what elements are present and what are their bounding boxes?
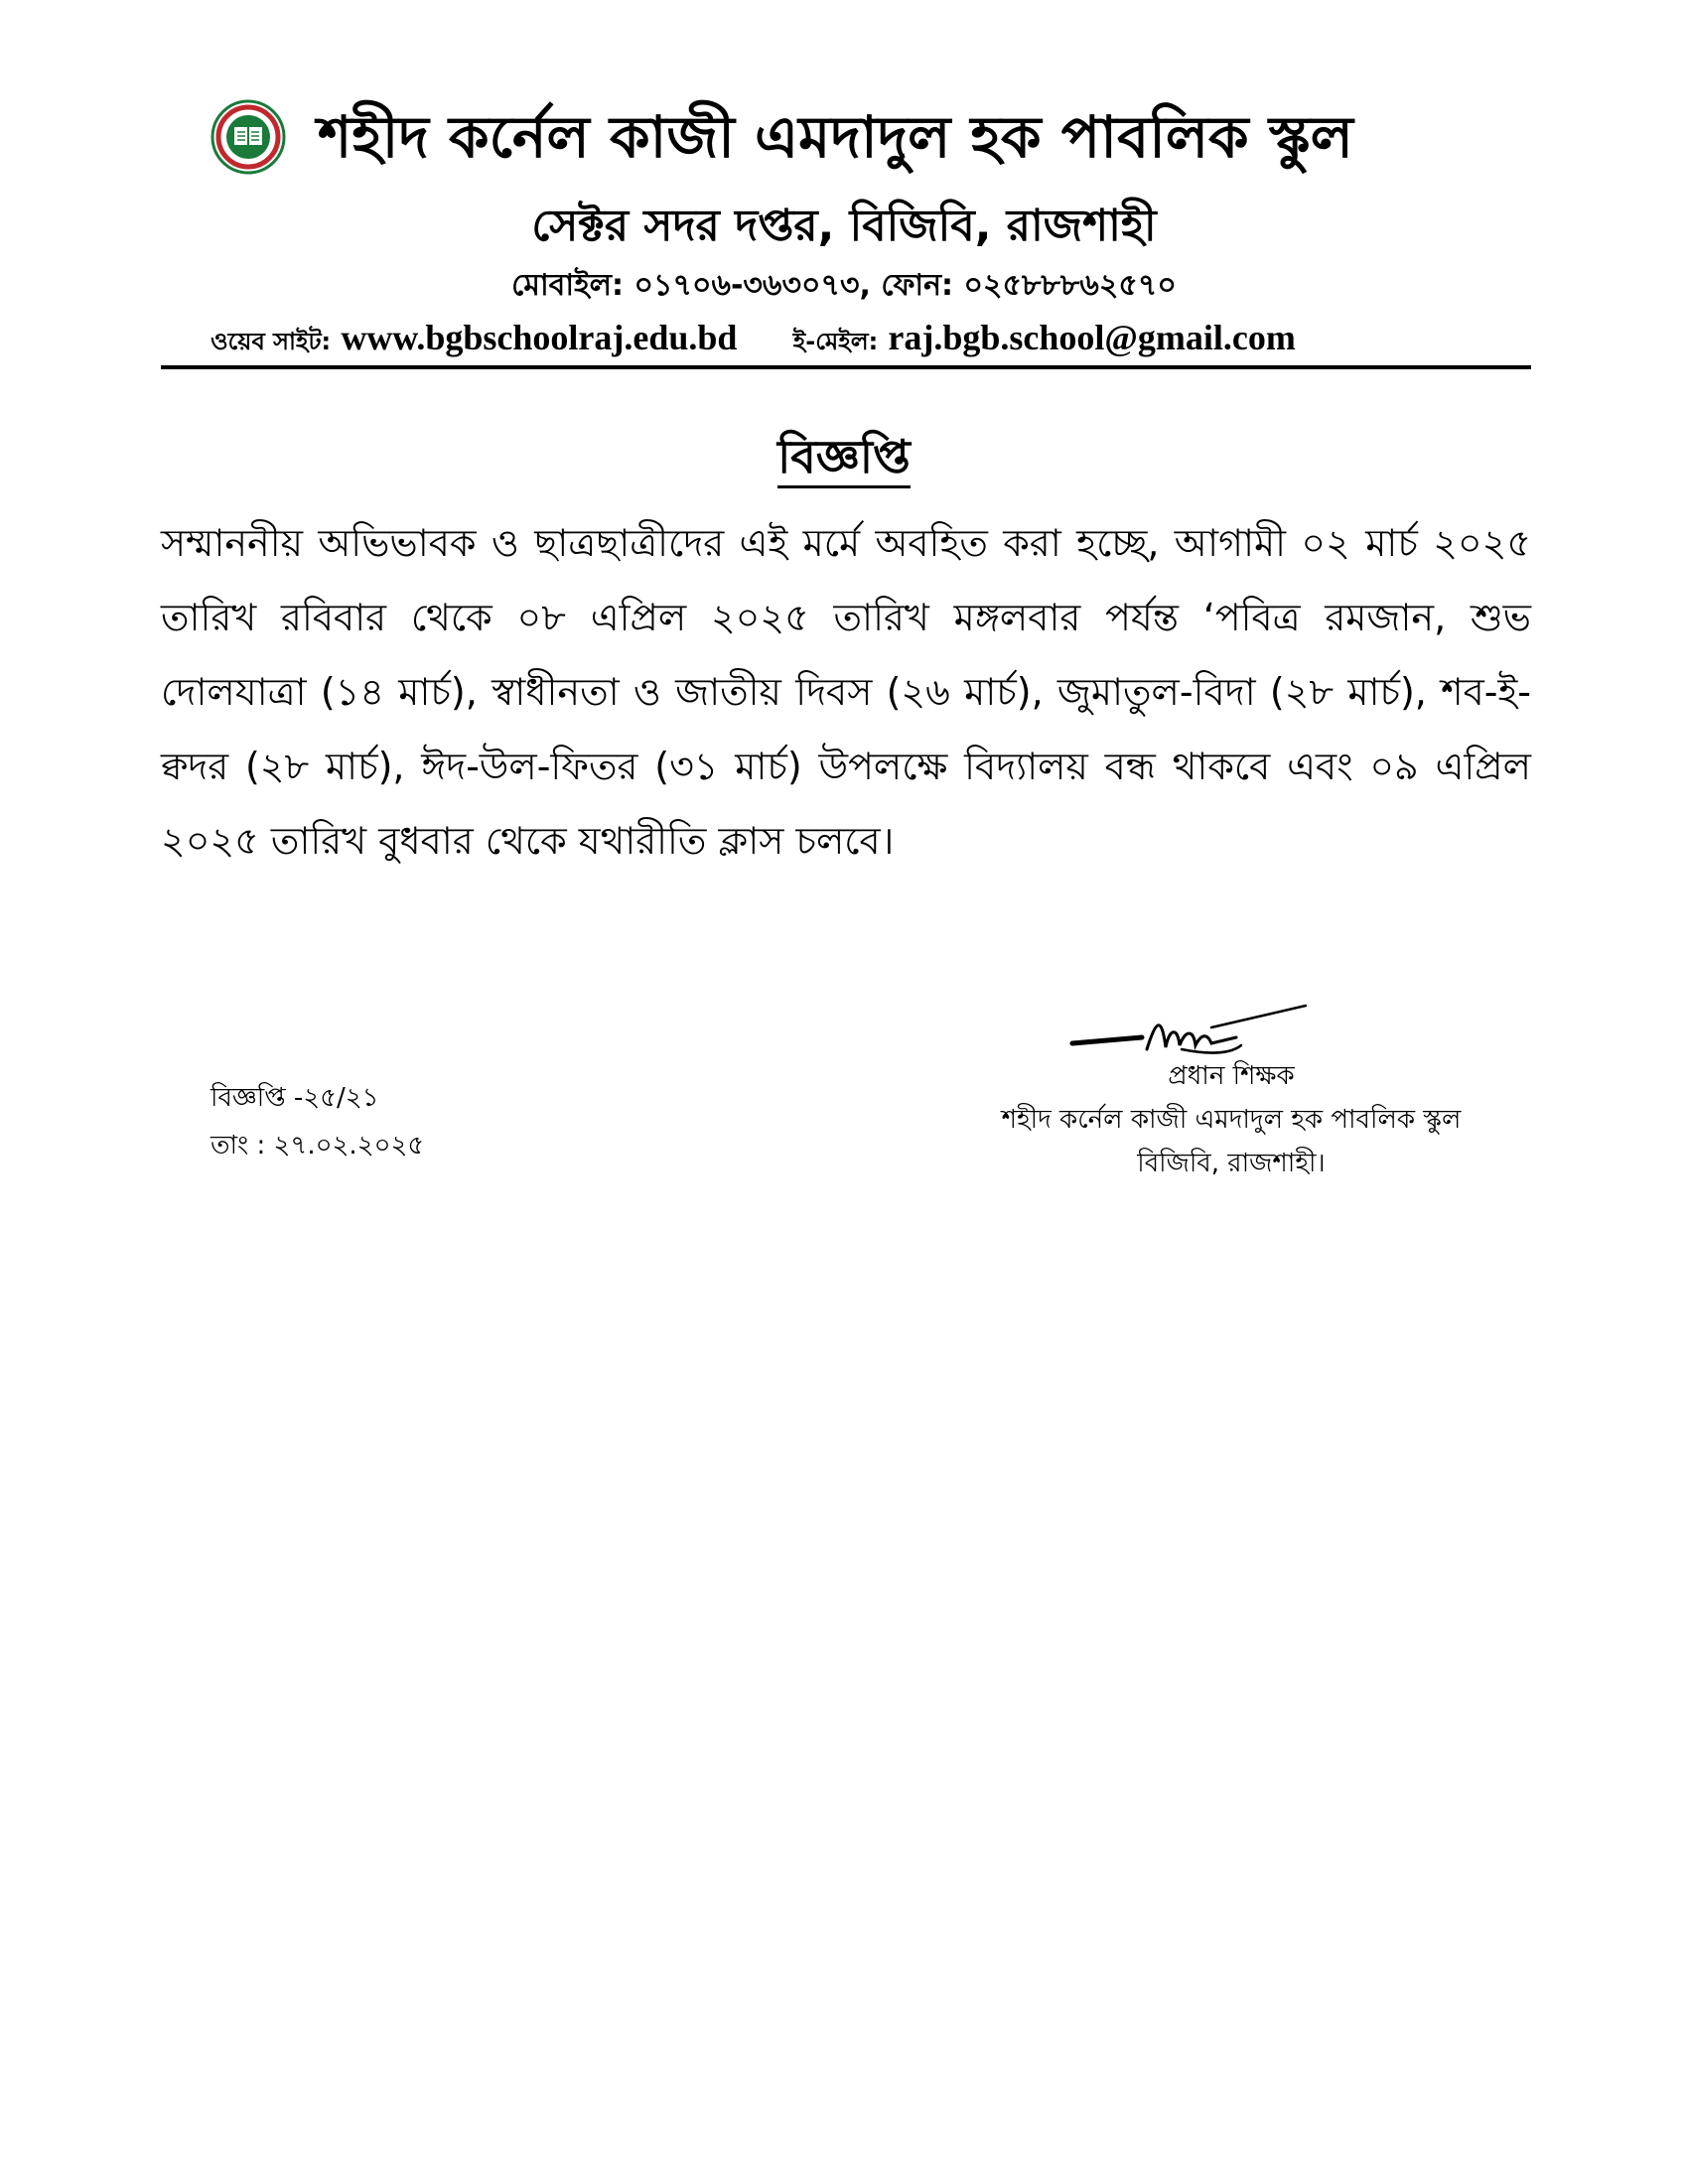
signatory-location: বিজিবি, রাজশাহী। bbox=[1137, 1149, 1326, 1178]
email-label: ই-মেইল: bbox=[792, 328, 879, 355]
school-logo-icon bbox=[211, 99, 286, 175]
notice-title bbox=[0, 425, 1688, 488]
website-link[interactable]: www.bgbschoolraj.edu.bd bbox=[341, 318, 738, 357]
reference-block bbox=[211, 1074, 608, 1169]
email-link[interactable]: raj.bgb.school@gmail.com bbox=[888, 318, 1296, 357]
school-address: সেক্টর সদর দপ্তর, বিজিবি, রাজশাহী bbox=[531, 201, 1157, 251]
school-name-heading: শহীদ কর্নেল কাজী এমদাদুল হক পাবলিক স্কুল bbox=[318, 103, 1353, 171]
phone-label: ফোন: bbox=[881, 268, 954, 303]
header-divider bbox=[161, 365, 1531, 369]
phone-number: ০২৫৮৮৮৬২৫৭০ bbox=[963, 268, 1177, 303]
notice-reference-number: বিজ্ঞপ্তি -২৫/২১ bbox=[211, 1083, 379, 1113]
contact-line: মোবাইল: ০১৭০৬-৩৬৩০৭৩, ফোন: ০২৫৮৮৮৬২৫৭০ bbox=[511, 268, 1177, 303]
notice-title-text: বিজ্ঞপ্তি bbox=[777, 430, 911, 488]
mobile-number: ০১৭০৬-৩৬৩০৭৩ bbox=[633, 268, 860, 303]
notice-body: সম্মাননীয় অভিভাবক ও ছাত্রছাত্রীদের এই মর্মে অবহিত করা হচ্ছে, আগামী ০২ মার্চ ২০২৫ তারিখ রবিবার থেকে ০৮ এপ্রিল ২০২৫ তারিখ মঙ্গলবার পর্যন্ত ‘পবিত্র রমজান, শুভ দোলযাত্রা (১৪ মার্চ), স্বাধীনতা ও জাতীয় দিবস (২৬ মার্চ), জুমাতুল-বিদা (২৮ মার্চ), শব-ই-ক্বদর (২৮ মার্চ), ঈদ-উল-ফিতর (৩১ মার্চ) উপলক্ষে বিদ্যালয় বন্ধ থাকবে এবং ০৯ এপ্রিল ২০২৫ তারিখ বুধবার থেকে যথারীতি ক্লাস চলবে। bbox=[161, 521, 1531, 863]
signatory-title: প্রধান শিক্ষক bbox=[1168, 1061, 1295, 1091]
website-label: ওয়েব সাইট: bbox=[211, 328, 332, 355]
signatory-school: শহীদ কর্নেল কাজী এমদাদুল হক পাবলিক স্কুল bbox=[1001, 1105, 1462, 1135]
notice-date: তাং : ২৭.০২.২০২৫ bbox=[211, 1131, 425, 1160]
mobile-label: মোবাইল: bbox=[511, 268, 625, 303]
signatory-block bbox=[894, 1054, 1569, 1185]
web-email-line bbox=[211, 316, 1491, 363]
